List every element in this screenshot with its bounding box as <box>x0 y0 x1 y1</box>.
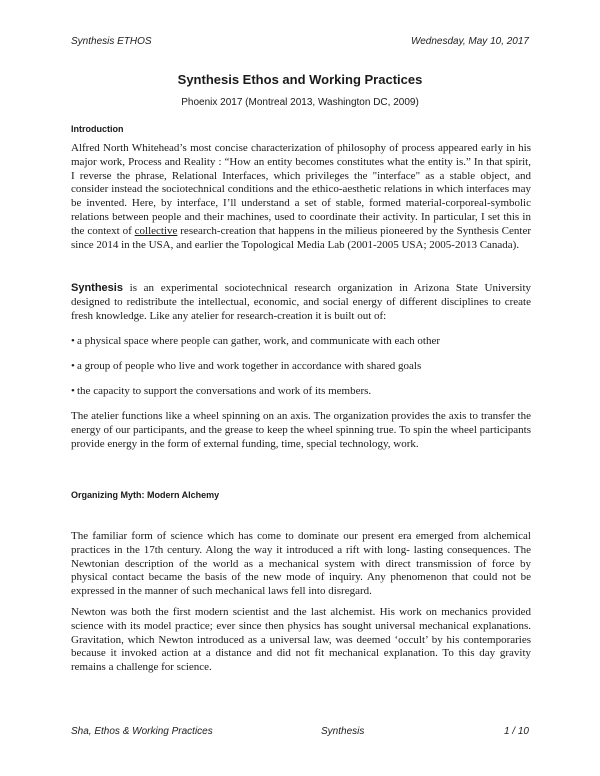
header-left: Synthesis ETHOS <box>71 36 152 47</box>
bullet-mark: • <box>71 385 75 397</box>
bullet-mark: • <box>71 335 75 347</box>
intro-paragraph-1-text-a: Alfred North Whitehead’s most concise characterization of philosophy of process appeared early in his major work, Process and Reality : “How an entity becomes constitutes what the entity is.” In that spirit, I reverse the phrase, Relational Interfaces, which privileges the "interface" as a stable object, and consider instead the sociotechnical conditions and the ethico-aesthetic relations in which interfaces may be invented. Here, by interface, I’ll understand a set of stable, formed material-corporeal-symbolic relations between people and their machines, used to coordinate their activity. In particular, I set this in the context of <box>71 142 531 237</box>
document-title: Synthesis Ethos and Working Practices <box>177 72 423 87</box>
intro-paragraph-3: The atelier functions like a wheel spinning on an axis. The organization provides the axis to transfer the energy of our participants, and the grease to keep the wheel spinning true. To spin the wheel participants provide energy in the form of external funding, time, special technology, work. <box>71 410 531 450</box>
bullet-text: the capacity to support the conversations and work of its members. <box>77 385 372 397</box>
header-date: Wednesday, May 10, 2017 <box>410 36 529 47</box>
document-subtitle: Phoenix 2017 (Montreal 2013, Washington DC, 2009) <box>181 97 419 108</box>
intro-paragraph-1-text-b: research-creation that happens in the milieus pioneered by the Synthesis Center since 2014 in the USA, and earlier the Topological Media Lab (2001-2005 USA; 2005-2013 Canada). <box>71 224 531 251</box>
bullet-text: a physical space where people can gather, work, and communicate with each other <box>77 335 441 347</box>
synthesis-bold: Synthesis <box>71 282 123 294</box>
footer-left: Sha, Ethos & Working Practices <box>71 726 213 737</box>
intro-paragraph-2-text: is an experimental sociotechnical research organization in Arizona State University designed to redistribute the intellectual, economic, and social energy of different disciplines to create fresh knowledge. Like any atelier for research-creation it is built out of: <box>71 282 531 322</box>
myth-paragraph-2: Newton was both the first modern scientist and the last alchemist. His work on mechanics provided science with its model practice; ever since then physics has sought universal mechanical explanations. Gravitation, which Newton introduced as a universal law, was deemed ‘occult’ by his contemporaries because it invoked action at a distance and did not fit mechanical explanation. To this day gravity remains a challenge for science. <box>71 606 531 674</box>
collective-underlined: collective <box>134 224 178 237</box>
section-heading-organizing-myth: Organizing Myth: Modern Alchemy <box>71 490 220 500</box>
footer-center: Synthesis <box>321 726 365 737</box>
myth-paragraph-1: The familiar form of science which has come to dominate our present era emerged from alchemical practices in the 17th century. Along the way it introduced a rift with long- lasting consequences. The Newtonian description of the world as a mechanical system with direct transmission of force by physical contact became the basis of the new mode of inquiry. Any phenomenon that could not be expressed in the manner of such mechanical laws fell into disregard. <box>71 530 531 598</box>
section-heading-introduction: Introduction <box>71 124 124 134</box>
bullet-item <box>71 335 531 349</box>
bullet-text: a group of people who live and work together in accordance with shared goals <box>77 360 422 372</box>
bullet-item <box>71 360 531 374</box>
bullet-mark: • <box>71 360 75 372</box>
intro-paragraph-1 <box>71 142 531 252</box>
page-number: 1 / 10 <box>503 726 529 737</box>
intro-paragraph-2 <box>71 282 531 323</box>
bullet-item <box>71 385 531 399</box>
